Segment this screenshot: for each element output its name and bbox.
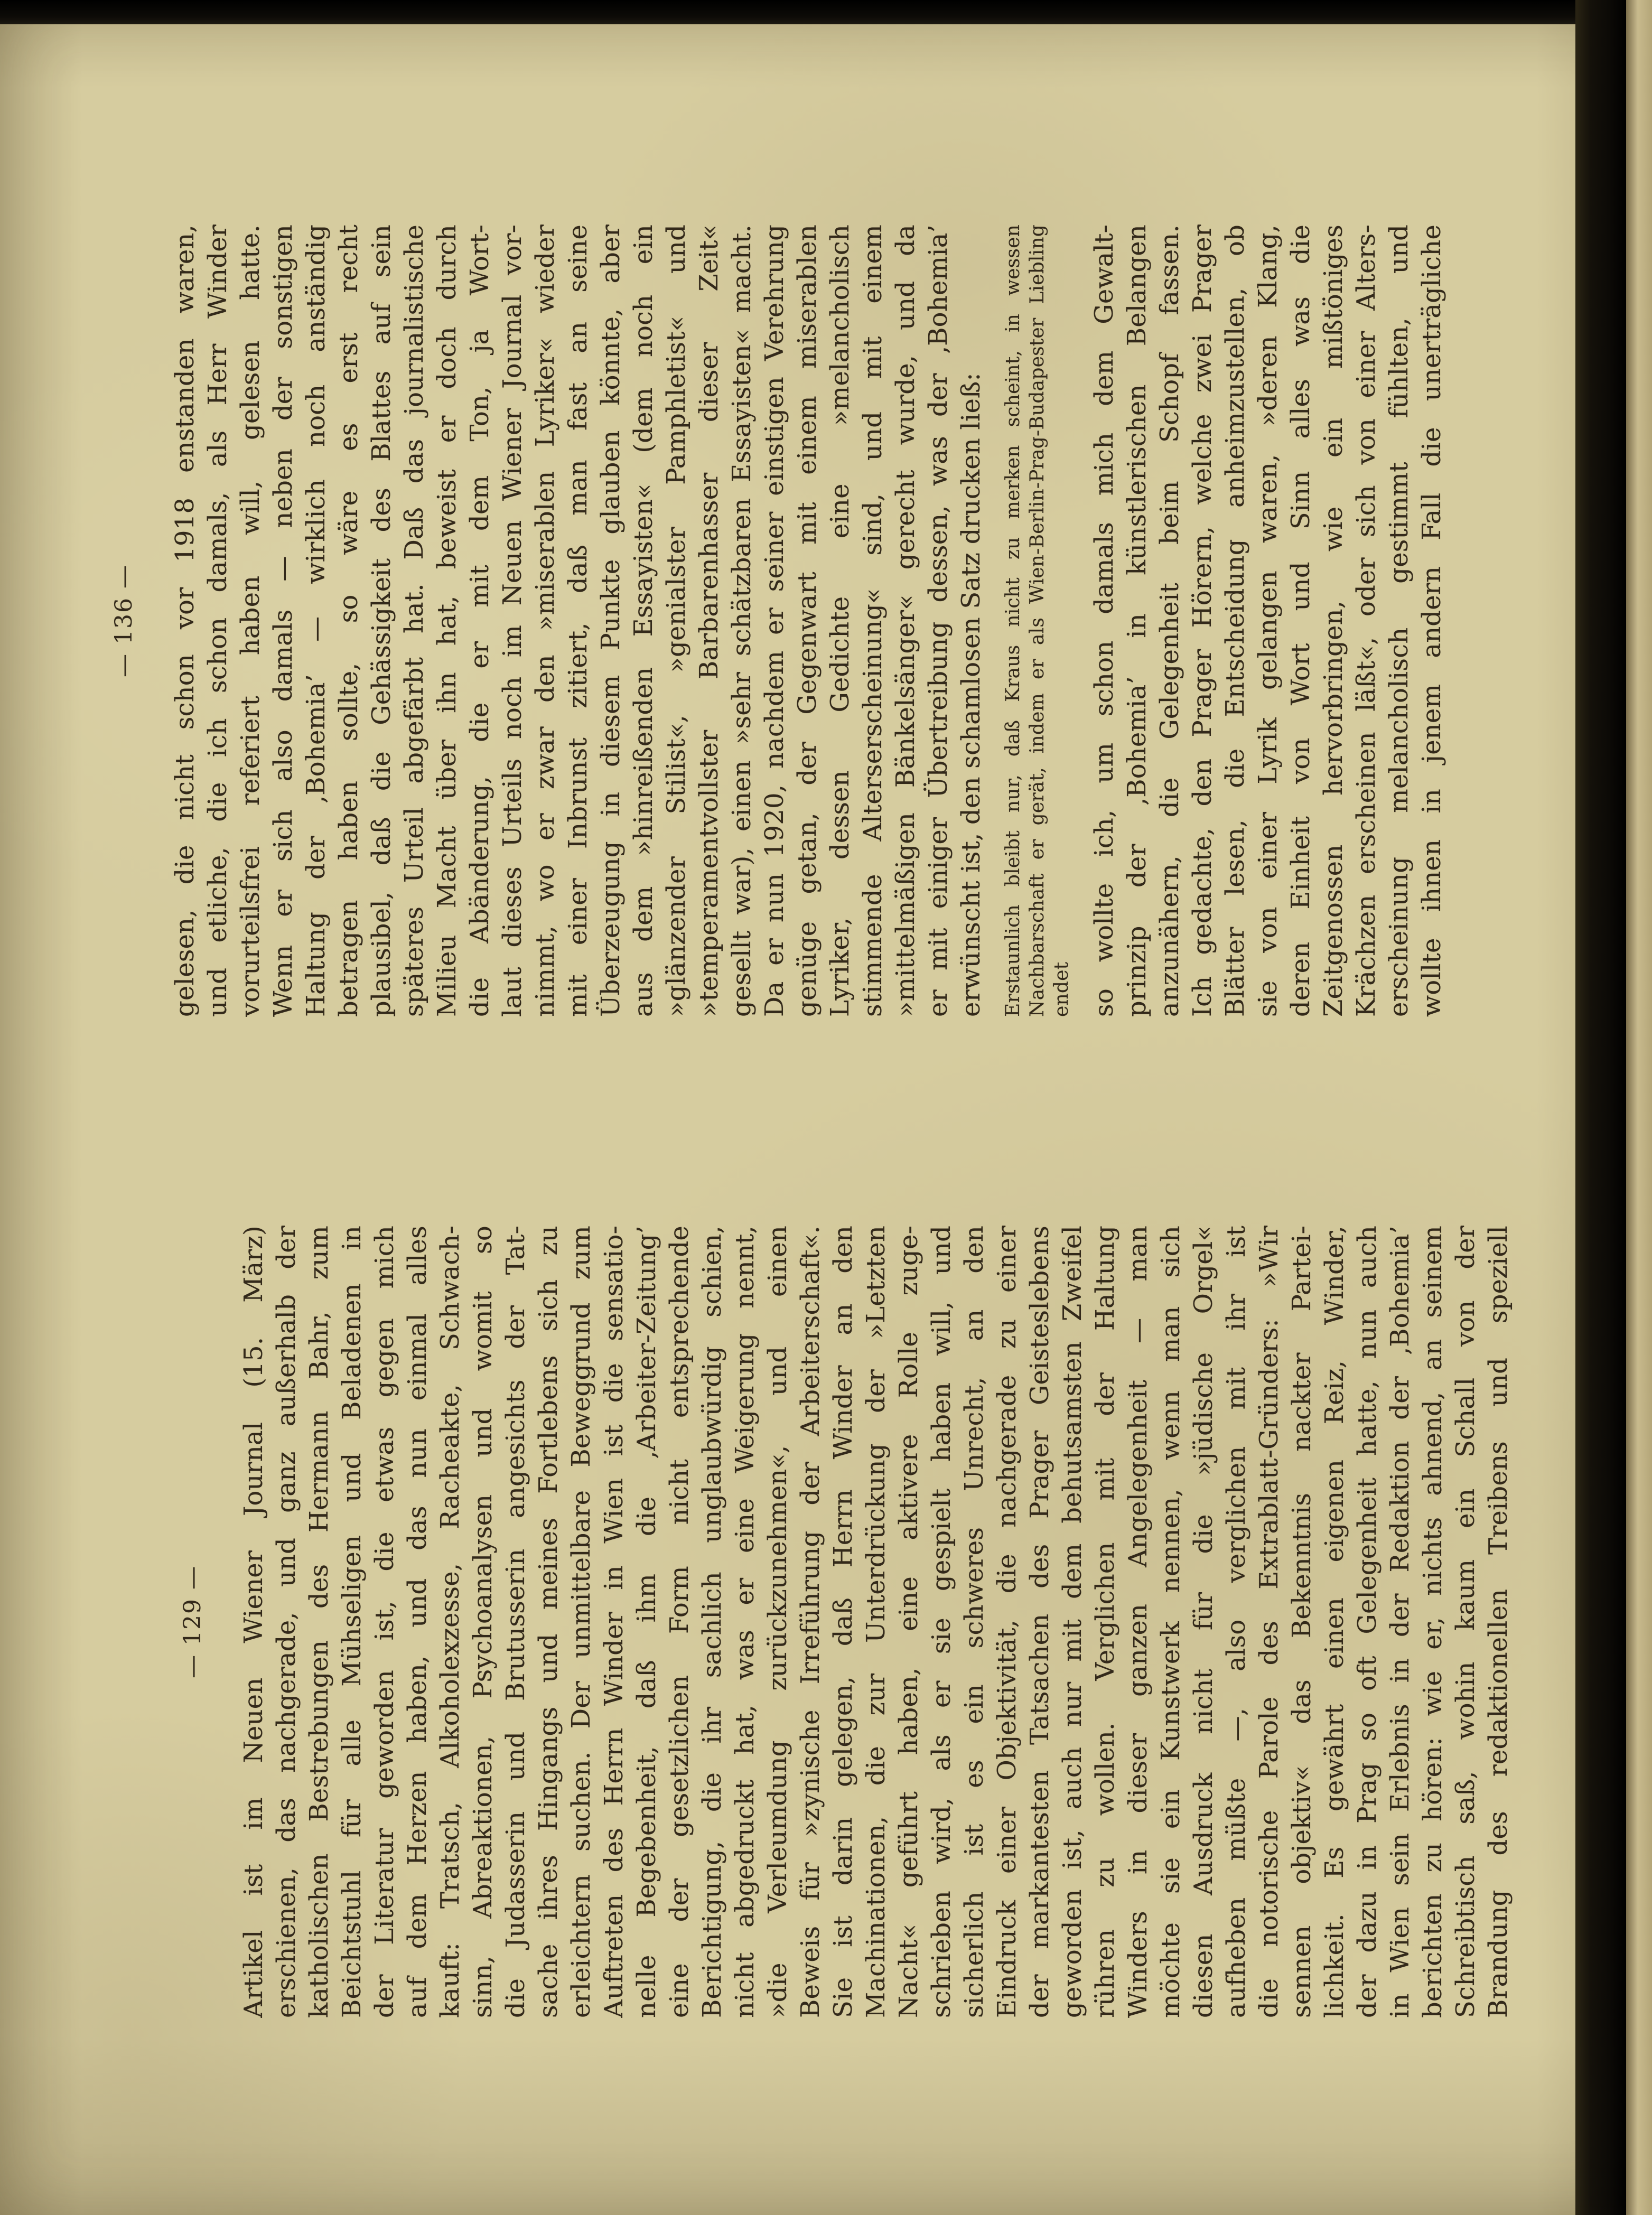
text-line: Brandung des redaktionellen Treibens und speziell [1483,1226,1513,2018]
page-number: — 136 — [110,564,137,677]
text-line: nelle Begebenheit, daß ihm die ‚Arbeiter-Zeitung’ [632,1226,661,2018]
text-line: Eindruck einer Objektivität, die nachgerade zu einer [992,1226,1022,2018]
text-line: Blätter lesen, die Entscheidung anheimzustellen, ob [1220,225,1250,1017]
text-line: prinzip der ‚Bohemia’ in künstlerischen Belangen [1122,225,1152,1017]
text-line: »mittelmäßigen Bänkelsänger« gerecht wurde, und da [891,225,920,1017]
text-line: die Abänderung, die er mit dem Ton, ja Wort- [465,225,494,1017]
text-line: sache ihres Hingangs und meines Fortlebens sich zu [534,1226,563,2018]
text-line: sennen objektiv« das Bekenntnis nackter Partei- [1287,1226,1317,2018]
text-line: sie von einer Lyrik gelangen waren, »deren Klang, [1253,225,1283,1017]
text-line: Milieu Macht über ihn hat, beweist er doch durch [432,225,462,1017]
text-line: so wollte ich, um schon damals mich dem Gewalt- [1089,225,1119,1017]
page-body [169,225,1448,1017]
text-line: sicherlich ist es ein schweres Unrecht, an den [959,1226,989,2018]
text-line: geworden ist, auch nur mit dem behutsamsten Zweifel [1058,1226,1087,2018]
paragraph-block [237,1226,1515,2018]
text-line: die notorische Parole des Extrablatt-Gründers: »Wir [1254,1226,1284,2018]
text-line: erschienen, das nachgerade, und ganz außerhalb der [272,1226,301,2018]
text-line: Sie ist darin gelegen, daß Herrn Winder an den [828,1226,858,2018]
text-line: stimmende Alterserscheinung« sind, und mit einem [858,225,888,1017]
text-line: sinn, Abreaktionen, Psychoanalysen und womit so [468,1226,498,2018]
text-line: Nacht« geführt haben, eine aktivere Rolle zuge- [894,1226,923,2018]
page-136 [108,225,1482,1017]
text-line: anzunähern, die Gelegenheit beim Schopf fassen. [1155,225,1184,1017]
text-line: laut dieses Urteils noch im Neuen Wiener Journal vor- [498,225,527,1017]
text-line: möchte sie ein Kunstwerk nennen, wenn man sich [1156,1226,1186,2018]
page-body [237,1226,1515,2018]
page-129-rotated-text [177,1226,1551,2018]
text-line: aus dem »hinreißenden Essayisten« (dem noch ein [629,225,658,1017]
text-line: er mit einiger Übertreibung dessen, was der ‚Bohemia’ [923,225,953,1017]
text-line: Erstaunlich bleibt nur, daß Kraus nicht zu merken scheint, in wessen [1002,225,1024,1017]
text-line: Winders in dieser ganzen Angelegenheit — man [1123,1226,1153,2018]
text-line: berichten zu hören: wie er, nichts ahnend, an seinem [1418,1226,1448,2018]
text-line: die Judasserin und Brutusserin angesichts der Tat- [501,1226,530,2018]
text-line: der markantesten Tatsachen des Prager Geisteslebens [1025,1226,1054,2018]
text-line: Haltung der ‚Bohemia’ — wirklich noch anständig [301,225,331,1017]
text-line: gelesen, die nicht schon vor 1918 enstanden waren, [170,225,200,1017]
paragraph-block [1088,225,1448,1017]
text-line: Zeitgenossen hervorbringen, wie ein mißtöniges [1319,225,1348,1017]
text-line: in Wien sein Erlebnis in der Redaktion der ‚Bohemia’ [1385,1226,1415,2018]
text-line: Ich gedachte, den Prager Hörern, welche zwei Prager [1188,225,1217,1017]
text-line: und etliche, die ich schon damals, als Herr Winder [203,225,232,1017]
page-136-rotated-text [108,225,1482,1017]
text-line: wollte ihnen in jenem andern Fall die unerträgliche [1417,225,1446,1017]
text-line: »glänzender Stilist«, »genialster Pamphletist« und [661,225,691,1017]
text-line: Artikel ist im Neuen Wiener Journal (15. März) [239,1226,268,2018]
text-line: Beweis für »zynische Irreführung der Arbeiterschaft«. [796,1226,825,2018]
text-line: der Literatur geworden ist, die etwas gegen mich [370,1226,399,2018]
quote-block [1001,225,1074,1017]
text-line: Wenn er sich also damals — neben der sonstigen [268,225,298,1017]
text-line: lichkeit. Es gewährt einen eigenen Reiz, Winder, [1320,1226,1349,2018]
text-line: eine der gesetzlichen Form nicht entsprechende [665,1226,694,2018]
text-line: auf dem Herzen haben, und das nun einmal alles [403,1226,432,2018]
text-line: späteres Urteil abgefärbt hat. Daß das journalistische [399,225,429,1017]
text-line: kauft: Tratsch, Alkoholexzesse, Racheakte, Schwach- [435,1226,465,2018]
text-line: endet [1051,961,1072,1017]
text-line: nicht abgedruckt hat, was er eine Weigerung nennt, [730,1226,760,2018]
text-line: vorurteilsfrei referiert haben will, gelesen hatte. [236,225,265,1017]
text-line: diesen Ausdruck nicht für die »jüdische Orgel« [1189,1226,1218,2018]
text-line: »temperamentvollster Barbarenhasser dieser Zeit« [694,225,724,1017]
text-line: Berichtigung, die ihr sachlich unglaubwürdig schien, [697,1226,727,2018]
text-line: Beichtstuhl für alle Mühseligen und Beladenen in [337,1226,367,2018]
text-line: Nachbarschaft er gerät, indem er als Wien-Berlin-Prag-Budapester Liebling [1026,225,1048,1017]
text-line: nimmt, wo er zwar den »miserablen Lyriker« wieder [530,225,560,1017]
text-line: gesellt war), einen »sehr schätzbaren Essayisten« macht. [727,225,757,1017]
text-line: Schreibtisch saß, wohin kaum ein Schall von der [1451,1226,1480,2018]
text-line: aufheben müßte —, also verglichen mit ihr ist [1221,1226,1251,2018]
paragraph-block [169,225,987,1017]
text-line: mit einer Inbrunst zitiert, daß man fast an seine [563,225,593,1017]
text-line: Überzeugung in diesem Punkte glauben könnte, aber [596,225,626,1017]
text-line: erwünscht ist, den schamlosen Satz drucken ließ: [956,372,986,1017]
text-line: der dazu in Prag so oft Gelegenheit hatte, nun auch [1352,1226,1382,2018]
page-129 [177,1226,1551,2018]
text-line: Machinationen, die zur Unterdrückung der »Letzten [861,1226,891,2018]
text-line: betragen haben sollte, so wäre es erst recht [334,225,363,1017]
scan-edge-right [1575,0,1626,2215]
text-line: erscheinung melancholisch gestimmt fühlten, und [1384,225,1414,1017]
text-line: genüge getan, der Gegenwart mit einem miserablen [792,225,822,1017]
text-line: Auftreten des Herrn Winder in Wien ist die sensatio- [599,1226,629,2018]
text-line: »die Verleumdung zurückzunehmen«, und einen [763,1226,792,2018]
text-line: Da er nun 1920, nachdem er seiner einstigen Verehrung [760,225,789,1017]
text-line: Krächzen erscheinen läßt«, oder sich von einer Alters- [1351,225,1381,1017]
text-line: schrieben wird, als er sie gespielt haben will, und [927,1226,956,2018]
page-number: — 129 — [179,1565,206,1678]
text-line: Lyriker, dessen Gedichte eine »melancholisch [825,225,855,1017]
text-line: plausibel, daß die Gehässigkeit des Blattes auf sein [367,225,396,1017]
text-line: rühren zu wollen. Verglichen mit der Haltung [1090,1226,1120,2018]
adjacent-sheet-edge [1626,0,1652,2215]
scan-edge-top [0,0,1652,24]
text-line: erleichtern suchen. Der unmittelbare Beweggrund zum [566,1226,596,2018]
text-line: katholischen Bestrebungen des Hermann Bahr, zum [304,1226,334,2018]
text-line: deren Einheit von Wort und Sinn alles was die [1286,225,1315,1017]
